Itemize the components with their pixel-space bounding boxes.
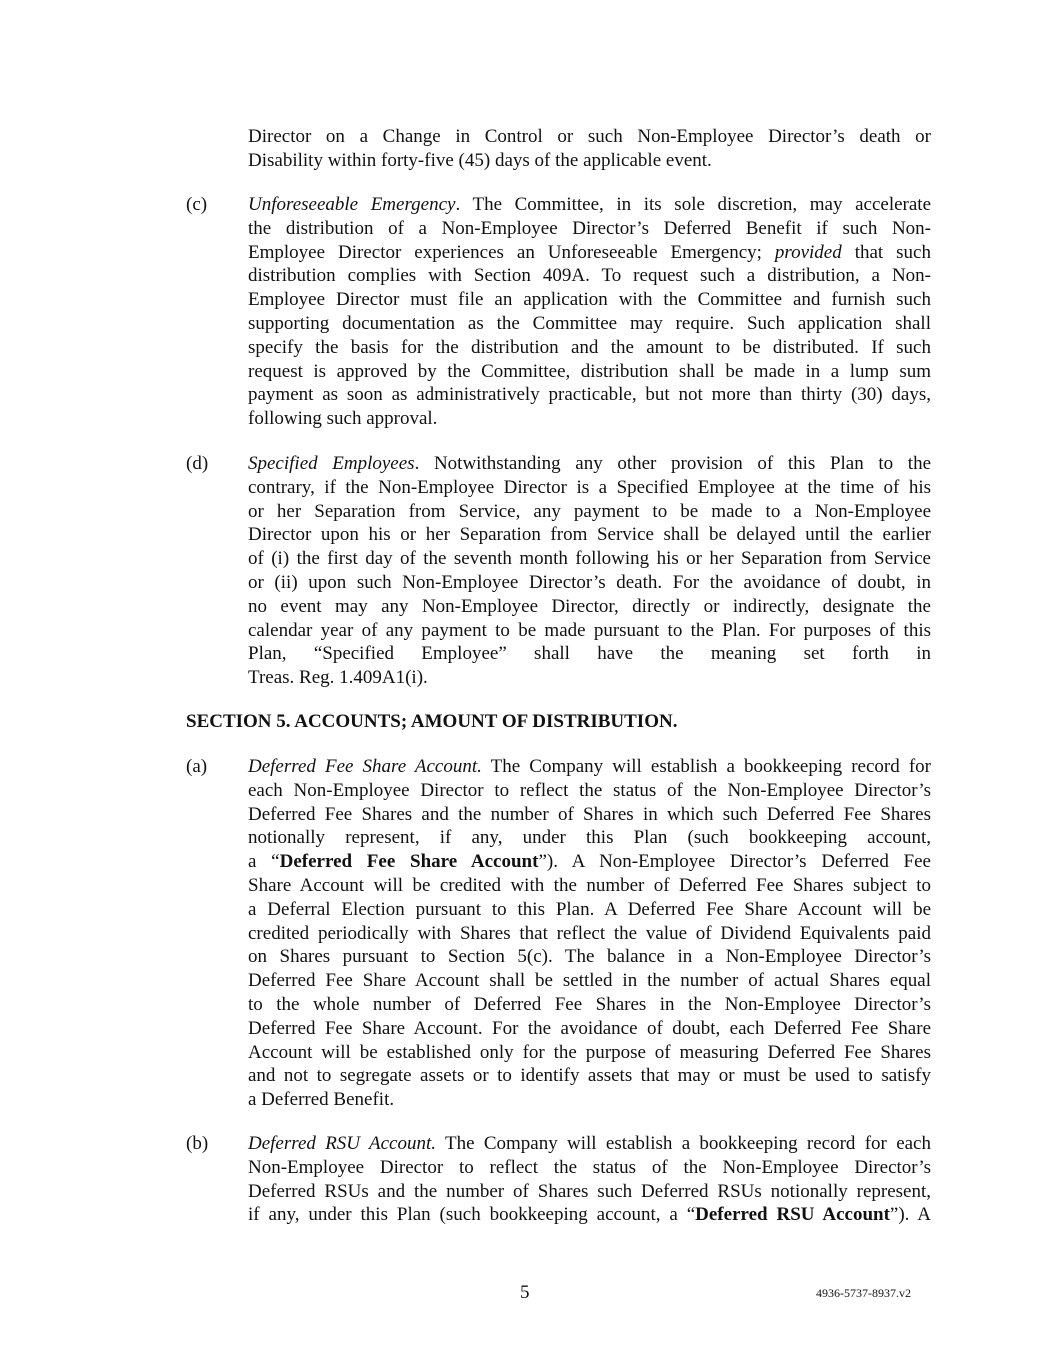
text-line: Non-Employee Director to reflect the status of the Non-Employee Director’s: [248, 1156, 931, 1178]
text-line: credited periodically with Shares that reflect the value of Dividend Equivalents paid: [248, 922, 931, 944]
text-line: following such approval.: [248, 408, 438, 430]
text-line: or (ii) upon such Non-Employee Director’s death. For the avoidance of doubt, in: [248, 571, 931, 593]
paragraph-specified-employees: [248, 452, 931, 690]
text-line: Deferred RSUs and the number of Shares such Deferred RSUs notionally represent,: [248, 1180, 931, 1202]
defined-term: Deferred Fee Share Account: [279, 851, 539, 873]
text-line: specify the basis for the distribution and the amount to be distributed. If such: [248, 336, 931, 358]
text-line: calendar year of any payment to be made pursuant to the Plan. For purposes of this: [248, 619, 931, 641]
text-line: Account will be established only for the purpose of measuring Deferred Fee Shares: [248, 1041, 931, 1063]
text-line: Specified Employees. Notwithstanding any other provision of this Plan to the: [248, 453, 932, 474]
text-line: and not to segregate assets or to identify assets that may or must be used to satisfy: [248, 1065, 931, 1087]
item-label-d: (d): [186, 453, 209, 474]
paragraph-unforeseeable-emergency: [248, 193, 931, 431]
text-line: a “Deferred Fee Share Account”). A Non-Employee Director’s Deferred Fee: [248, 851, 931, 873]
text-line: each Non-Employee Director to reflect the status of the Non-Employee Director’s: [248, 779, 931, 801]
paragraph-deferred-rsu-account: [248, 1132, 931, 1227]
document-id: 4936-5737-8937.v2: [816, 1286, 911, 1300]
text-line: Disability within forty-five (45) days of the applicable event.: [248, 149, 712, 171]
text-line: Deferred Fee Share Account shall be settled in the number of actual Shares equal: [248, 970, 931, 992]
text-line: of (i) the first day of the seventh month following his or her Separation from Service: [248, 548, 931, 570]
text-line: Deferred RSU Account. The Company will establish a bookkeeping record for each: [248, 1133, 931, 1154]
section-heading: SECTION 5. ACCOUNTS; AMOUNT OF DISTRIBUTION.: [186, 711, 678, 732]
text-line: a Deferral Election pursuant to this Plan. A Deferred Fee Share Account will be: [248, 898, 931, 920]
text-line: supporting documentation as the Committee may require. Such application shall: [248, 312, 931, 334]
text-line: notionally represent, if any, under this Plan (such bookkeeping account,: [248, 827, 931, 849]
text-line: a Deferred Benefit.: [248, 1089, 395, 1111]
text-line: if any, under this Plan (such bookkeeping account, a “Deferred RSU Account”). A: [248, 1204, 931, 1226]
text-line: Deferred Fee Shares and the number of Shares in which such Deferred Fee Shares: [248, 803, 931, 825]
text-line: Treas. Reg. 1.409A1(i).: [248, 667, 428, 689]
text-line: Deferred Fee Share Account. The Company will establish a bookkeeping record for: [248, 756, 931, 777]
provided-term: provided: [774, 241, 842, 263]
text-line: Director upon his or her Separation from Service shall be delayed until the earlier: [248, 524, 931, 546]
page-number: 5: [520, 1282, 530, 1303]
text-line: to the whole number of Deferred Fee Shares in the Non-Employee Director’s: [248, 993, 931, 1015]
item-title: Deferred Fee Share Account.: [248, 756, 482, 777]
text-line: Employee Director must file an application with the Committee and furnish such: [248, 289, 931, 311]
item-label-c: (c): [186, 194, 208, 215]
text-line: Employee Director experiences an Unforeseeable Emergency; provided that such: [248, 241, 931, 263]
item-label-a: (a): [186, 756, 208, 777]
text-line: request is approved by the Committee, distribution shall be made in a lump sum: [248, 360, 931, 382]
text-line: Director on a Change in Control or such Non-Employee Director’s death or: [248, 126, 931, 147]
text-line: contrary, if the Non-Employee Director is a Specified Employee at the time of his: [248, 476, 931, 498]
item-title: Specified Employees: [248, 453, 415, 474]
text-line: payment as soon as administratively practicable, but not more than thirty (30) days,: [248, 384, 931, 406]
text-line: or her Separation from Service, any payment to be made to a Non-Employee: [248, 500, 931, 522]
text-line: on Shares pursuant to Section 5(c). The balance in a Non-Employee Director’s: [248, 946, 931, 968]
text-line: no event may any Non-Employee Director, directly or indirectly, designate the: [248, 595, 931, 617]
continuation-paragraph: [248, 125, 931, 173]
item-title: Deferred RSU Account.: [248, 1133, 436, 1154]
text-line: Share Account will be credited with the number of Deferred Fee Shares subject to: [248, 874, 931, 896]
text-line: distribution complies with Section 409A. To request such a distribution, a Non-: [248, 265, 931, 287]
text-line: Plan, “Specified Employee” shall have the meaning set forth in: [248, 643, 931, 665]
item-title: Unforeseeable Emergency: [248, 194, 456, 215]
text-line: the distribution of a Non-Employee Director’s Deferred Benefit if such Non-: [248, 217, 931, 239]
paragraph-deferred-fee-share-account: [248, 755, 931, 1112]
text-line: Unforeseeable Emergency. The Committee, in its sole discretion, may accelerate: [248, 194, 931, 215]
defined-term: Deferred RSU Account: [695, 1204, 890, 1226]
text-line: Deferred Fee Share Account. For the avoidance of doubt, each Deferred Fee Share: [248, 1017, 931, 1039]
item-label-b: (b): [186, 1133, 209, 1154]
